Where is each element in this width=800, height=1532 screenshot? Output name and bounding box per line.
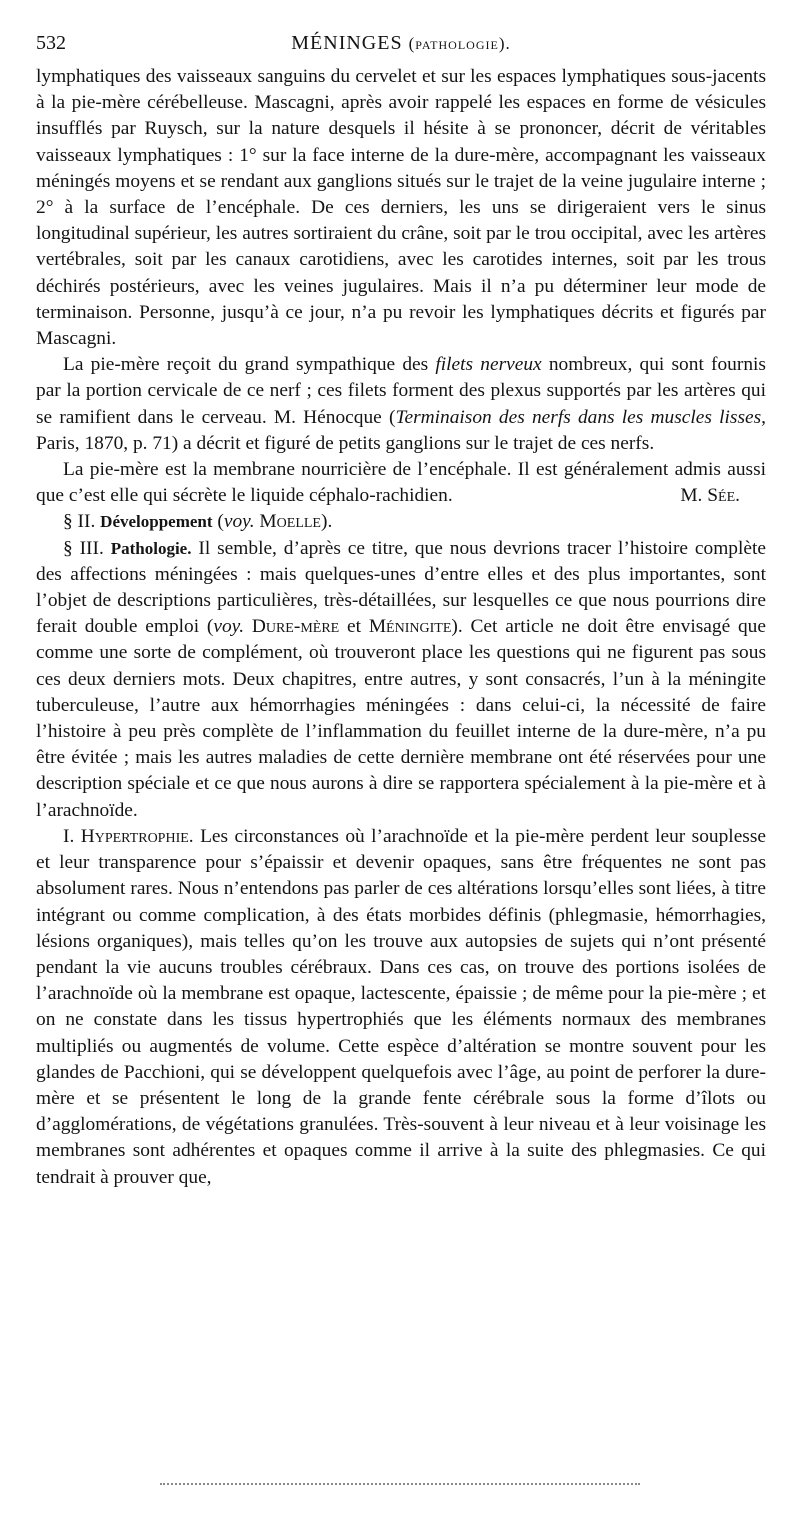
section-number: § III. [63, 537, 104, 559]
body-text [36, 64, 766, 1191]
text-run: ). Cet article ne doit être envisagé que comme une sorte de complément, où trouveront place les questions qui ne figurent pas sous ces deux derniers mots. Deux chapitres, entre autres, y sont consacrés, l’un à la méningite tuberculeuse, l’autre aux hémorrhagies méningées : dans celui-ci, la nécessité de faire l’histoire à peu près complète de l’inflammation du feuillet interne de la dure-mère, n’a pu être évitée ; mais les autres maladies de cette dernière membrane ont été réservées pour une description spéciale et ce que nous aurons à dire se rapportera spécialement à la pie-mère et à l’arachnoïde. [36, 616, 766, 821]
running-title-main: MÉNINGES [291, 32, 403, 54]
paragraph-hypertrophy [36, 824, 766, 1191]
subsection-title: Hypertrophie. [80, 825, 194, 847]
text-run: ). [320, 511, 333, 533]
running-head [36, 26, 766, 64]
paragraph-pathology [36, 536, 766, 824]
text-run: , Paris, 1870, p. 71) a décrit et figuré de petits ganglions sur le trajet de ces nerfs. [36, 406, 766, 454]
paragraph-lymphatics: lymphatiques des vaisseaux sanguins du cervelet et sur les espaces lymphatiques sous-jacents à la pie-mère cérébelleuse. Mascagni, après avoir rappelé les espaces en forme de vésicules insufflés par Ruysch, sur la nature desquels il hésite à se prononcer, décrit de véritables vaisseaux lymphatiques : 1° sur la face interne de la dure-mère, accompagnant les vaisseaux méningés moyens et se rendant aux ganglions situés sur le trajet de la veine jugulaire interne ; 2° à la surface de l’encéphale. De ces derniers, les uns se dirigeraient vers le sinus longitudinal supérieur, les autres sortiraient du crâne, soit par le trou occipital, avec les artères vertébrales, soit par les canaux carotidiens, avec les carotides internes, soit par les trous déchirés postérieurs, avec les veines jugulaires. Mais il n’a pu déterminer leur mode de terminaison. Personne, jusqu’à ce jour, n’a pu revoir les lymphatiques décrits et figurés par Mascagni. [36, 66, 766, 350]
page-number: 532 [36, 32, 66, 54]
text-run: La pie-mère reçoit du grand sympathique des [63, 354, 429, 376]
italic-voy: voy. [223, 511, 255, 533]
text-run: et [347, 616, 362, 638]
running-title [36, 32, 766, 55]
cross-reference: Moelle [259, 511, 321, 533]
author-signature: M. Sée. [680, 485, 740, 507]
bottom-dotted-rule [160, 1483, 640, 1485]
italic-term: filets nerveux [435, 354, 542, 376]
subsection-label: I. [63, 825, 75, 847]
running-title-sub: (pathologie). [408, 34, 511, 53]
paragraph-nerves [36, 352, 766, 457]
book-page [36, 26, 766, 1191]
italic-citation: Terminaison des nerfs dans les muscles lisses [395, 406, 762, 428]
text-run: La pie-mère est la membrane nourricière de l’encéphale. Il est généralement admis aussi que c’est elle qui sécrète le liquide céphalo-rachidien. [36, 459, 766, 507]
text-run: Il semble, d’après ce titre, que nous devrions tracer l’histoire complète des affections méningées : mais quelques-unes d’entre elles et des plus importantes, sont l’objet de descriptions particulières, très-détaillées, sur lesquelles ce que nous pourrions dire ferait double emploi ( [36, 537, 766, 638]
italic-voy: voy. [213, 616, 245, 638]
section-heading-development [36, 509, 766, 535]
cross-reference: Dure-mère [251, 616, 340, 638]
section-title: Développement [100, 512, 213, 532]
section-number: § II. [63, 511, 96, 533]
section-title: Pathologie. [110, 538, 192, 558]
text-run: Les circonstances où l’arachnoïde et la pie-mère perdent leur souplesse et leur transparence pour s’épaissir et devenir opaques, sans être fréquentes ne sont pas absolument rares. Nous n’entendons pas parler de ces altérations lorsqu’elles sont liées, à titre intégrant ou comme complication, à des états morbides définis (phlegmasie, hémorrhagies, lésions organiques), mais telles qu’on les trouve aux autopsies de sujets qui n’ont présenté pendant la vie aucuns troubles cérébraux. Dans ces cas, on trouve des portions isolées de l’arachnoïde où la membrane est opaque, lactescente, épaissie ; de même pour la pie-mère ; et on ne constate dans les tissus hypertrophiés que les éléments normaux des membranes multipliés ou augmentés de volume. Cette espèce d’altération se montre souvent pour les glandes de Pacchioni, qui se développent quelquefois avec l’âge, au point de perforer la dure-mère et se présentent le long de la grande fente cérébrale sous la forme d’îlots ou d’agglomérations, de végétations granulées. Très-souvent à leur niveau et à leur voisinage les membranes sont adhérentes et opaques comme il arrive à la suite des phlegmasies. Ce qui tendrait à prouver que, [36, 825, 766, 1188]
paragraph-nourishing [36, 457, 766, 509]
cross-reference: Méningite [368, 616, 452, 638]
text-run: ( [217, 511, 224, 533]
text-run: nombreux, qui sont fournis par la portion cervicale de ce nerf ; ces filets forment des plexus supportés par les artères qui se ramifient dans le cerveau. M. Hénocque ( [36, 354, 766, 428]
